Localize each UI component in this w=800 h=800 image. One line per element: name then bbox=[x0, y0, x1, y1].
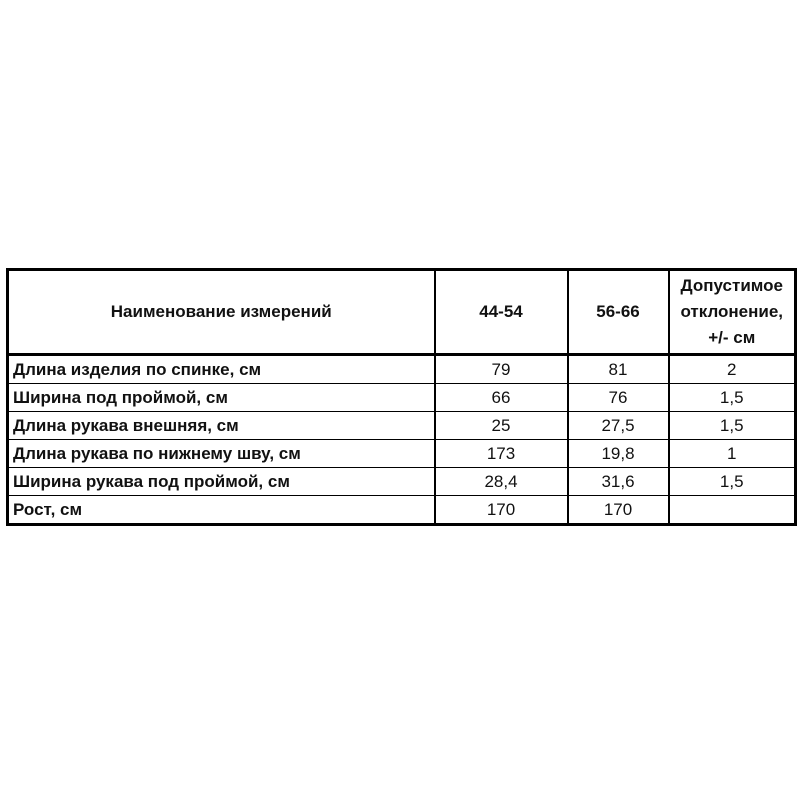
row-label: Ширина рукава под проймой, см bbox=[8, 468, 435, 496]
table-row bbox=[8, 468, 796, 496]
cell-tolerance: 1,5 bbox=[669, 384, 796, 412]
table-row bbox=[8, 440, 796, 468]
header-size-44-54: 44-54 bbox=[435, 270, 568, 355]
cell-size-56-66: 170 bbox=[568, 496, 669, 525]
row-label: Рост, см bbox=[8, 496, 435, 525]
cell-tolerance: 2 bbox=[669, 355, 796, 384]
cell-size-44-54: 173 bbox=[435, 440, 568, 468]
size-chart-table bbox=[6, 268, 797, 526]
table-header-row bbox=[8, 270, 796, 355]
table-row bbox=[8, 412, 796, 440]
cell-size-56-66: 27,5 bbox=[568, 412, 669, 440]
cell-size-44-54: 25 bbox=[435, 412, 568, 440]
header-measurement-name: Наименование измерений bbox=[8, 270, 435, 355]
cell-size-56-66: 31,6 bbox=[568, 468, 669, 496]
cell-size-44-54: 66 bbox=[435, 384, 568, 412]
row-label: Ширина под проймой, см bbox=[8, 384, 435, 412]
row-label: Длина изделия по спинке, см bbox=[8, 355, 435, 384]
cell-tolerance bbox=[669, 496, 796, 525]
cell-tolerance: 1,5 bbox=[669, 468, 796, 496]
cell-size-44-54: 79 bbox=[435, 355, 568, 384]
table-row bbox=[8, 384, 796, 412]
table-row bbox=[8, 355, 796, 384]
header-size-56-66: 56-66 bbox=[568, 270, 669, 355]
row-label: Длина рукава внешняя, см bbox=[8, 412, 435, 440]
table-row bbox=[8, 496, 796, 525]
cell-tolerance: 1 bbox=[669, 440, 796, 468]
cell-size-56-66: 76 bbox=[568, 384, 669, 412]
cell-size-56-66: 81 bbox=[568, 355, 669, 384]
cell-size-44-54: 28,4 bbox=[435, 468, 568, 496]
cell-size-56-66: 19,8 bbox=[568, 440, 669, 468]
cell-tolerance: 1,5 bbox=[669, 412, 796, 440]
row-label: Длина рукава по нижнему шву, см bbox=[8, 440, 435, 468]
cell-size-44-54: 170 bbox=[435, 496, 568, 525]
header-tolerance: Допустимое отклонение, +/- см bbox=[669, 270, 796, 355]
